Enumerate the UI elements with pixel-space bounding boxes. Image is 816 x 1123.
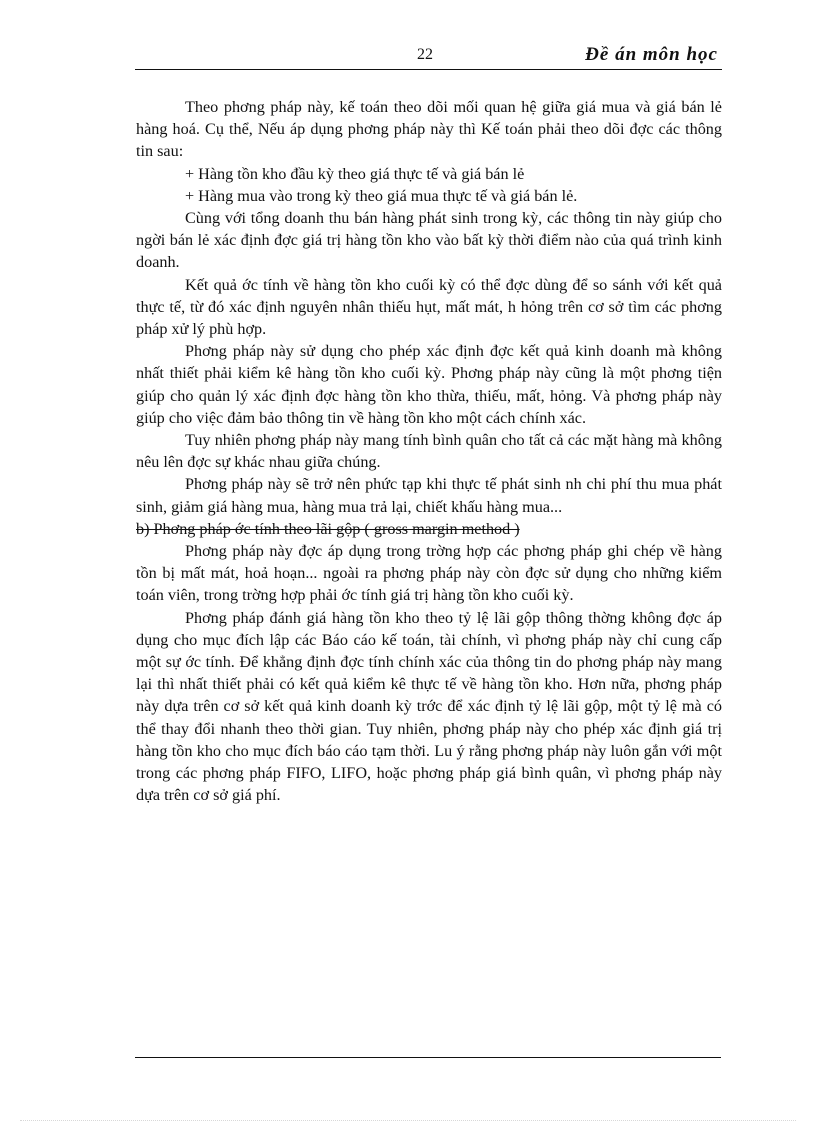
paragraph: Phơng pháp này đợc áp dụng trong trờng hợp các phơng pháp ghi chép về hàng tồn bị mất mát, hoả hoạn... ngoài ra phơng pháp này còn đợc sử dụng cho những kiểm toán viên, trong trờng hợp phải ớc tính giá trị hàng tồn kho cuối kỳ. [136, 542, 722, 605]
header-label: Đề án môn học [585, 44, 718, 65]
paragraph: Kết quả ớc tính về hàng tồn kho cuối kỳ có thể đợc dùng để so sánh với kết quả thực tế, từ đó xác định nguyên nhân thiếu hụt, mất mát, h hỏng trên cơ sở tìm các phơng pháp xử lý phù hợp. [136, 275, 722, 339]
section-heading: b) Phơng pháp ớc tính theo lãi gộp ( gross margin method ) [136, 519, 520, 538]
body-text [136, 96, 722, 807]
paragraph: Phơng pháp này sẽ trở nên phức tạp khi thực tế phát sinh nh chi phí thu mua phát sinh, giảm giá hàng mua, hàng mua trả lại, chiết khấu hàng mua... [136, 475, 722, 516]
paragraph: Theo phơng pháp này, kế toán theo dõi mối quan hệ giữa giá mua và giá bán lẻ hàng hoá. Cụ thể, Nếu áp dụng phơng pháp này thì Kế toán phải theo dõi đợc các thông tin sau: [136, 98, 722, 161]
header-rule [135, 69, 722, 70]
list-item: + Hàng mua vào trong kỳ theo giá mua thực tế và giá bán lẻ. [185, 186, 578, 205]
paragraph: Phơng pháp đánh giá hàng tồn kho theo tỷ lệ lãi gộp thông thờng không đợc áp dụng cho mục đích lập các Báo cáo kế toán, tài chính, vì phơng pháp này chỉ cung cấp một sự ớc tính. Để khẳng định đợc tính chính xác của thông tin do phơng pháp này mang lại thì nhất thiết phải có kết quả kiểm kê thực tế về hàng tồn kho. Hơn nữa, phơng pháp này dựa trên cơ sở kết quả kinh doanh kỳ trớc để xác định tỷ lệ lãi gộp, một tỷ lệ mà có thể thay đổi nhanh theo thời gian. Tuy nhiên, phơng pháp này cho phép xác định giá trị hàng tồn kho cho mục đích báo cáo tạm thời. Lu ý rằng phơng pháp này luôn gắn với một trong các phơng pháp FIFO, LIFO, hoặc phơng pháp giá bình quân, vì phơng pháp này dựa trên cơ sở giá phí. [136, 608, 722, 805]
paragraph: Cùng với tổng doanh thu bán hàng phát sinh trong kỳ, các thông tin này giúp cho ngời bán lẻ xác định đợc giá trị hàng tồn kho vào bất kỳ thời điểm nào của quá trình kinh doanh. [136, 209, 722, 272]
page-number: 22 [417, 46, 433, 63]
list-item: + Hàng tồn kho đầu kỳ theo giá thực tế và giá bán lẻ [185, 164, 525, 183]
paragraph: Tuy nhiên phơng pháp này mang tính bình quân cho tất cả các mặt hàng mà không nêu lên đợc sự khác nhau giữa chúng. [136, 431, 722, 472]
page-edge-divider [20, 1120, 796, 1121]
page-header [135, 44, 722, 70]
paragraph: Phơng pháp này sử dụng cho phép xác định đợc kết quả kinh doanh mà không nhất thiết phải kiểm kê hàng tồn kho cuối kỳ. Phơng pháp này cũng là một phơng tiện giúp cho quản lý xác định đợc hàng tồn kho thừa, thiếu, mất, hỏng. Và phơng pháp này giúp cho việc đảm bảo thông tin về hàng tồn kho một cách chính xác. [136, 342, 722, 427]
footer-rule [135, 1057, 721, 1058]
